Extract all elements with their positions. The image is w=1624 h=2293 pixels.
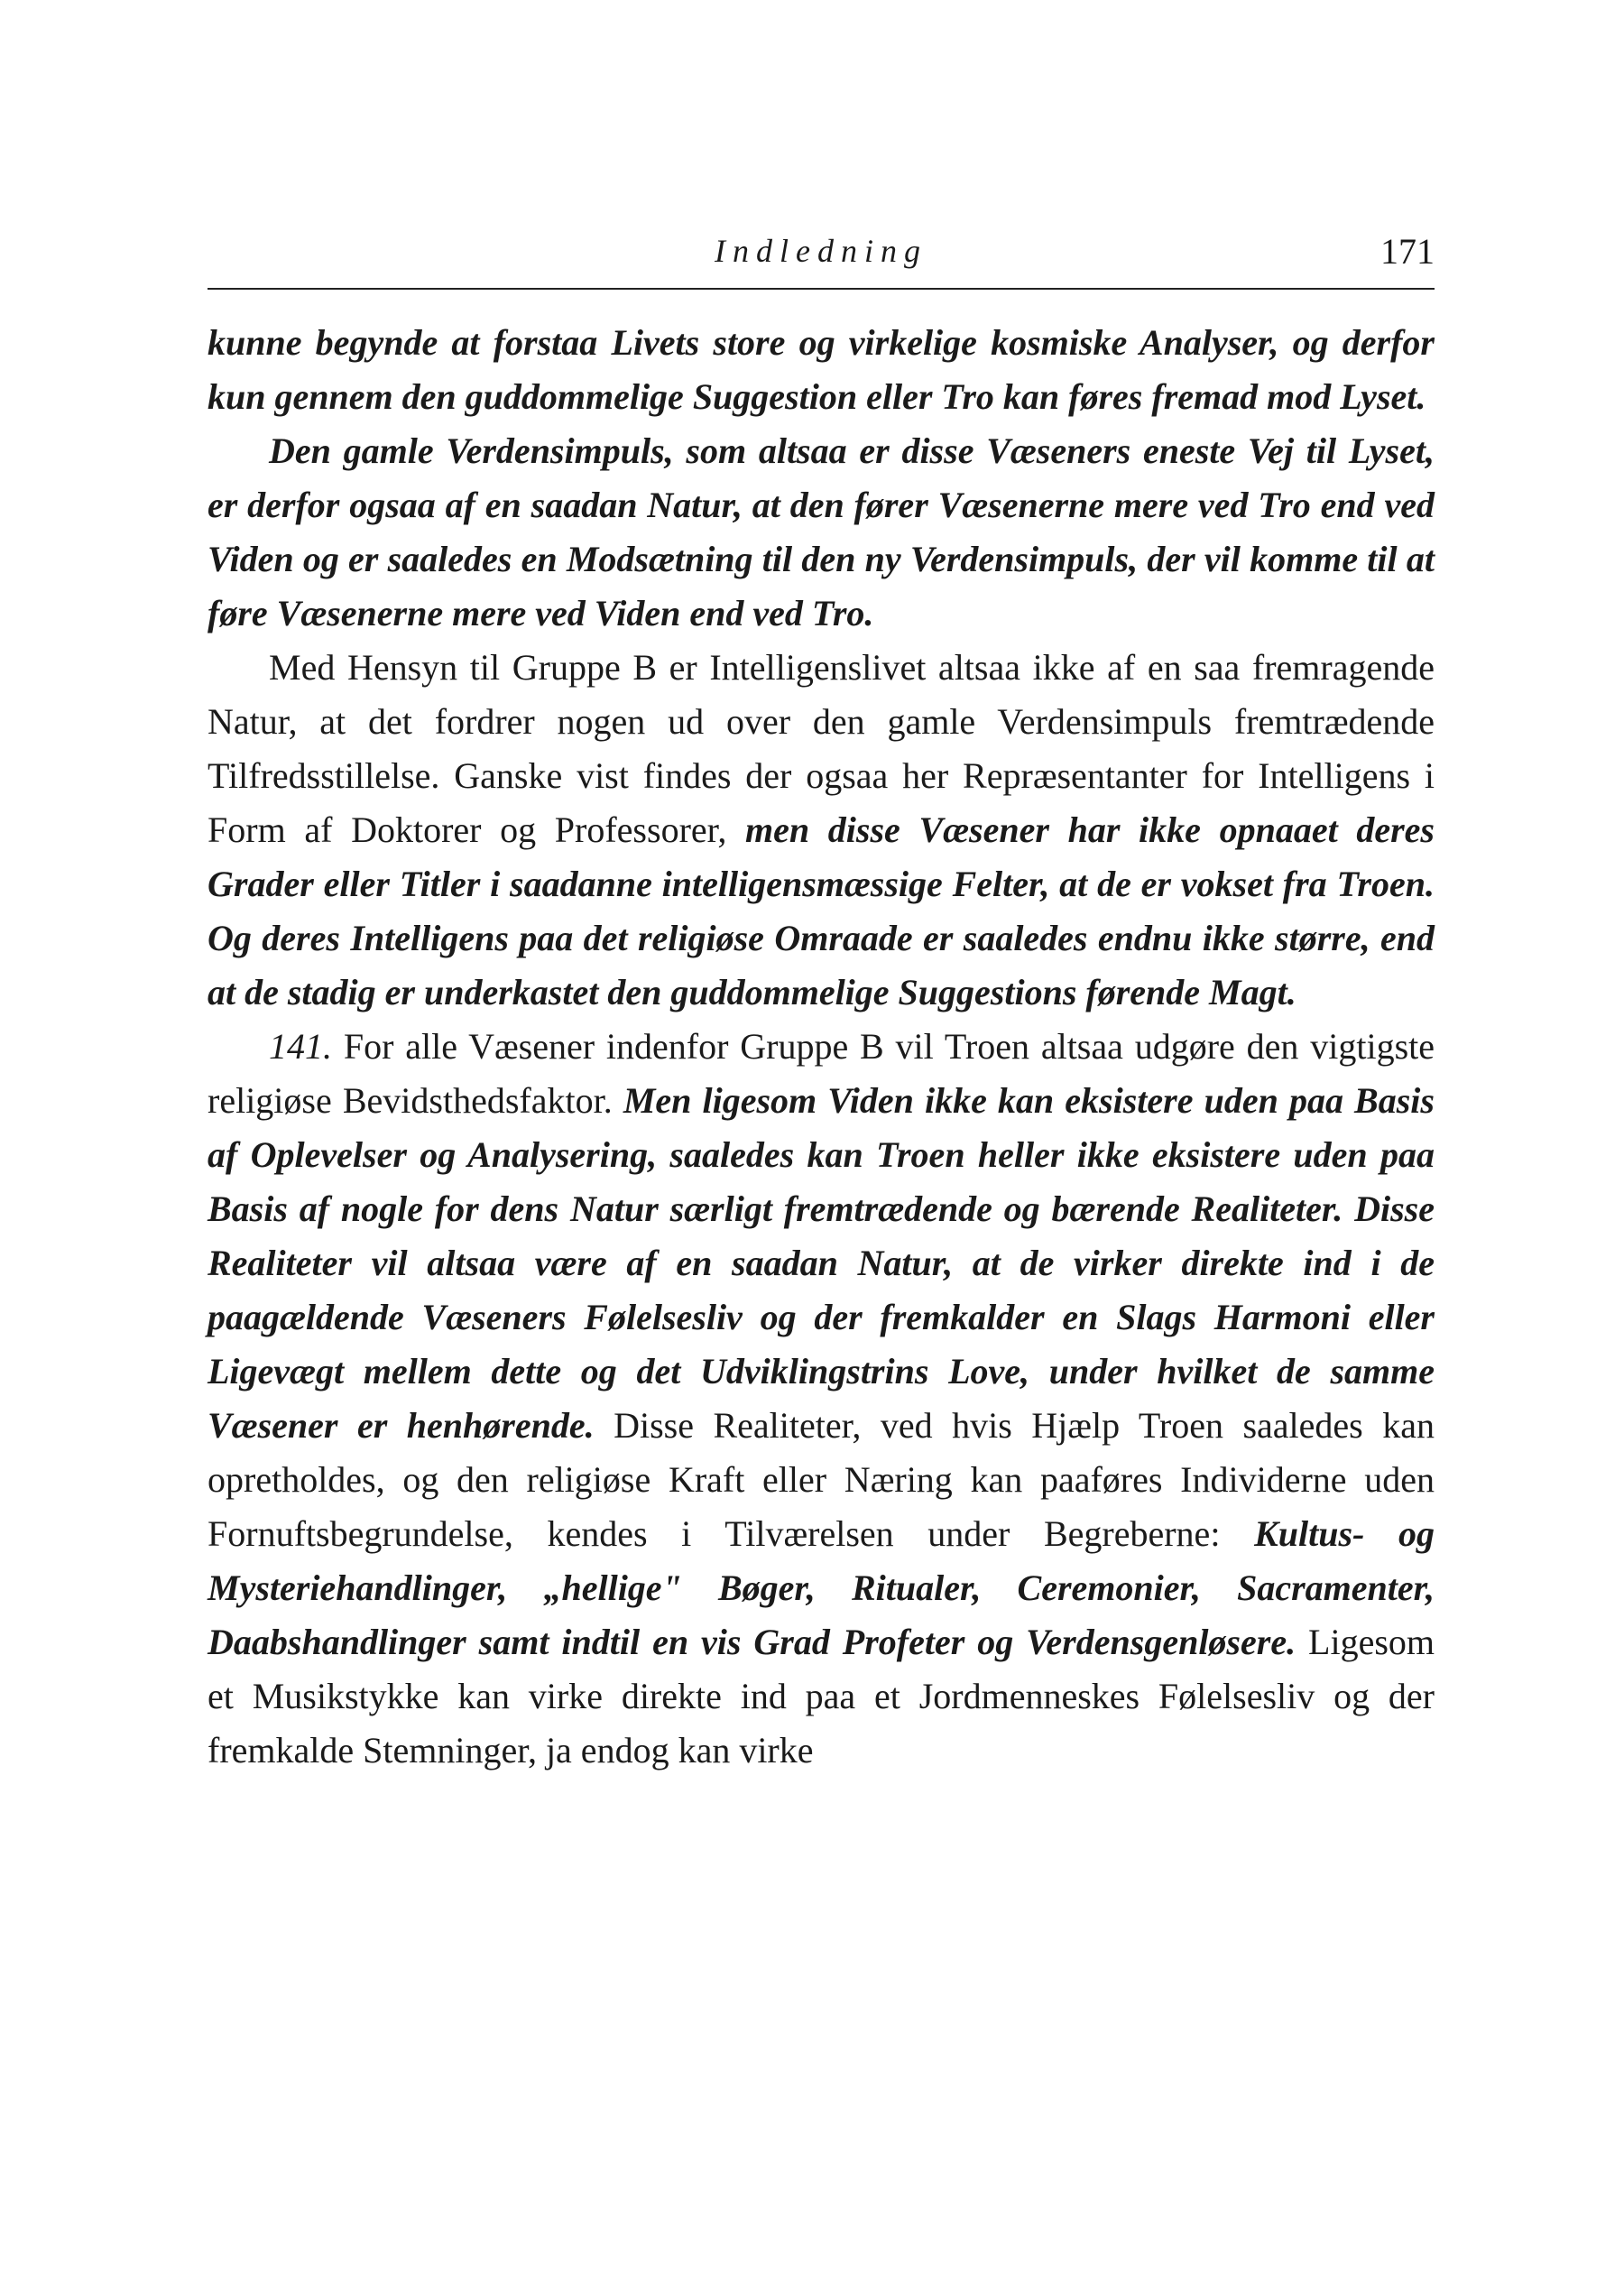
text-segment: For alle Væsener indenfor Gruppe B vil Troen altsaa udgøre den vigtigste religiøse Bevidsthedsfaktor. [208,1026,1435,1121]
page-number: 171 [1380,231,1435,272]
running-header [208,230,1435,290]
paragraph-1 [208,316,1435,424]
paragraph-2 [208,424,1435,641]
text-segment: Men ligesom Viden ikke kan eksistere uden paa Basis af Oplevelser og Analysering, saaledes kan Troen heller ikke eksistere uden paa Basis af nogle for dens Natur særligt fremtrædende og bærende Realiteter. Disse Realiteter vil altsaa være af en saadan Natur, at de virker direkte ind i de paagældende Væseners Følelsesliv og der fremkalder en Slags Harmoni eller Ligevægt mellem dette og det Udviklingstrins Love, under hvilket de samme Væsener er henhørende. [208,1080,1435,1446]
paragraph-4 [208,1020,1435,1778]
running-title: Indledning [715,233,927,269]
text-segment: Kultus- og Mysteriehandlinger, „hellige" Bøger, Ritualer, Ceremonier, Sacramenter, Daabshandlinger samt indtil en vis Grad Profeter og Verdensgenløsere. [208,1513,1435,1662]
section-number: 141. [269,1026,332,1067]
text-segment: men disse Væsener har ikke opnaaet deres Grader eller Titler i saadanne intelligensmæssige Felter, at de er vokset fra Troen. Og deres Intelligens paa det religiøse Omraade er saaledes endnu ikke større, end at de stadig er underkastet den guddommelige Suggestions førende Magt. [208,809,1435,1012]
body-text [208,316,1435,1778]
text-segment: Den gamle Verdensimpuls, som altsaa er disse Væseners eneste Vej til Lyset, er derfor ogsaa af en saadan Natur, at den fører Væsenerne mere ved Tro end ved Viden og er saaledes en Modsætning til den ny Verdensimpuls, der vil komme til at føre Væsenerne mere ved Viden end ved Tro. [208,430,1435,633]
text-segment: Ligesom et Musikstykke kan virke direkte ind paa et Jordmenneskes Følelsesliv og der fremkalde Stemninger, ja endog kan virke [208,1622,1435,1771]
text-segment: kunne begynde at forstaa Livets store og virkelige kosmiske Analyser, og derfor kun gennem den guddommelige Suggestion eller Tro kan føres fremad mod Lyset. [208,322,1435,417]
text-segment: Med Hensyn til Gruppe B er Intelligenslivet altsaa ikke af en saa fremragende Natur, at det fordrer nogen ud over den gamle Verdensimpuls fremtrædende Tilfredsstillelse. Ganske vist findes der ogsaa her Repræsentanter for Intelligens i Form af Doktorer og Professorer, [208,647,1435,850]
text-segment: Disse Realiteter, ved hvis Hjælp Troen saaledes kan opretholdes, og den religiøse Kraft eller Næring kan paaføres Individerne uden Fornuftsbegrundelse, kendes i Tilværelsen under Begreberne: [208,1405,1435,1554]
paragraph-3 [208,641,1435,1020]
